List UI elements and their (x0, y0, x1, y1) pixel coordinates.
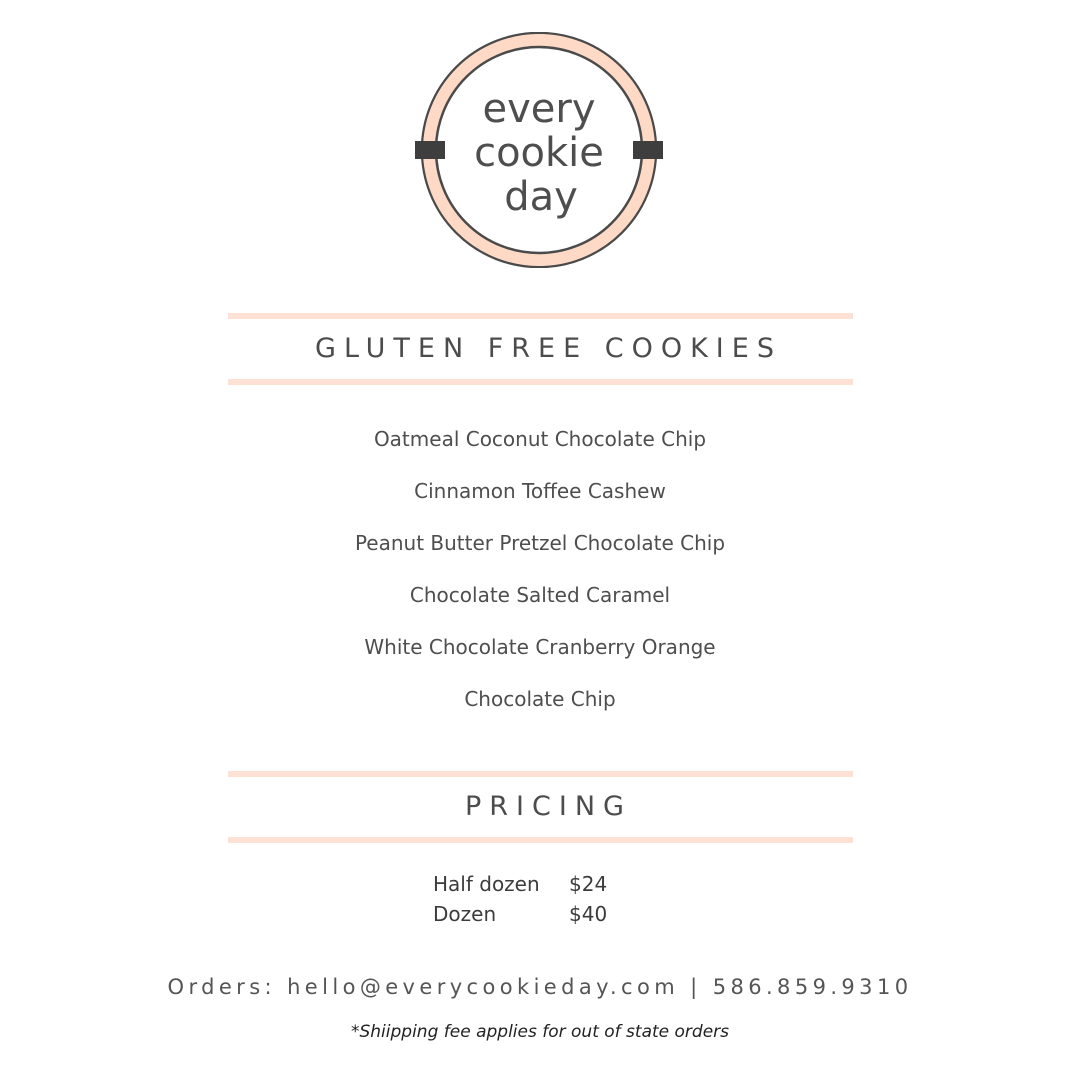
pricing-table (433, 869, 607, 929)
list-item: Chocolate Chip (464, 687, 616, 711)
divider-bottom (228, 837, 853, 843)
orders-contact-line: Orders: hello@everycookieday.com | 586.859.9310 (167, 975, 913, 999)
table-row (433, 899, 607, 929)
cookie-list (0, 423, 1080, 735)
price-label: Dozen (433, 902, 497, 926)
logo-word-day: day (504, 174, 578, 220)
price-label: Half dozen (433, 872, 540, 896)
cookies-section-header (228, 313, 853, 385)
divider-top (228, 313, 853, 319)
list-item: Cinnamon Toffee Cashew (414, 479, 666, 503)
table-row (433, 869, 607, 899)
cookie-ring-logo-icon (414, 32, 664, 268)
shipping-note: *Shiipping fee applies for out of state orders (350, 1022, 730, 1042)
brand-logo (414, 32, 664, 268)
list-item: Oatmeal Coconut Chocolate Chip (373, 427, 707, 451)
logo-word-cookie: cookie (474, 130, 604, 176)
divider-top (228, 771, 853, 777)
pricing-section-title: PRICING (465, 791, 632, 822)
cookies-section-title: GLUTEN FREE COOKIES (315, 333, 782, 364)
list-item: Peanut Butter Pretzel Chocolate Chip (354, 531, 726, 555)
list-item: White Chocolate Cranberry Orange (364, 635, 716, 659)
logo-word-every: every (482, 86, 596, 132)
price-value: $40 (569, 902, 608, 926)
pricing-section-header (228, 771, 853, 843)
divider-bottom (228, 379, 853, 385)
list-item: Chocolate Salted Caramel (409, 583, 671, 607)
price-value: $24 (569, 872, 608, 896)
